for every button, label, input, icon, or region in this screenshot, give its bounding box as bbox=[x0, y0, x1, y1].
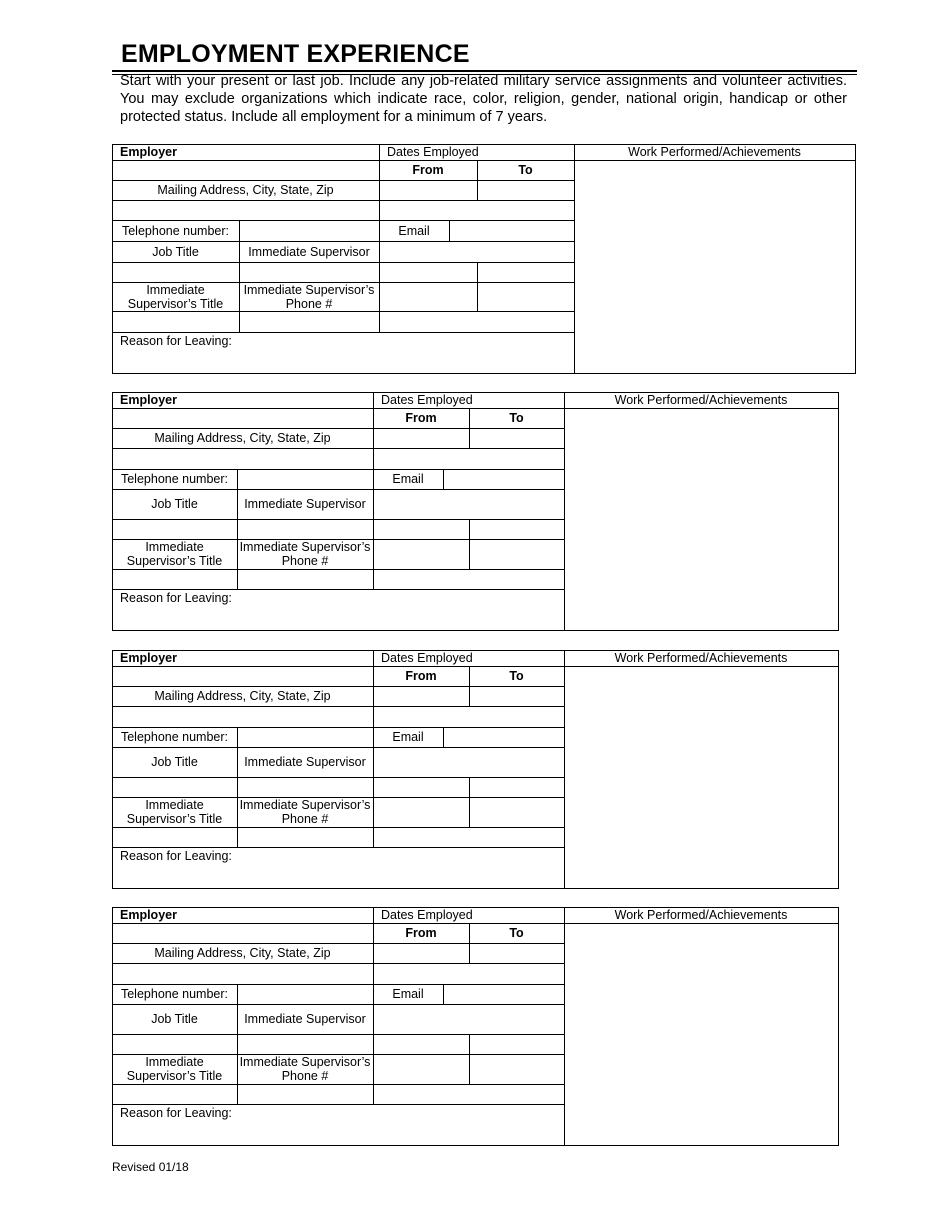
extra-from-input[interactable] bbox=[379, 282, 477, 311]
mailing-address-input[interactable] bbox=[112, 706, 564, 727]
reason-for-leaving-field[interactable]: Reason for Leaving: bbox=[120, 1106, 232, 1120]
from-label: From bbox=[412, 163, 444, 177]
email-label: Email bbox=[392, 472, 424, 486]
to-date-input[interactable] bbox=[469, 428, 564, 448]
employer-label: Employer bbox=[120, 145, 177, 159]
form-line-h bbox=[112, 630, 839, 631]
supervisor-phone-input[interactable] bbox=[237, 827, 373, 847]
to-date-input[interactable] bbox=[469, 943, 564, 963]
to-date-input[interactable] bbox=[469, 686, 564, 706]
telephone-input[interactable] bbox=[239, 220, 379, 241]
extra-to-input[interactable] bbox=[469, 797, 564, 827]
supervisor-phone-input[interactable] bbox=[237, 1084, 373, 1104]
immediate-supervisor-label: Immediate Supervisor bbox=[244, 497, 366, 511]
supervisor-phone-input[interactable] bbox=[239, 311, 379, 332]
work-performed-label: Work Performed/Achievements bbox=[628, 145, 801, 159]
from-date-input[interactable] bbox=[373, 686, 469, 706]
email-input[interactable] bbox=[449, 220, 574, 241]
extra-from-input[interactable] bbox=[373, 797, 469, 827]
dates-employed-label: Dates Employed bbox=[381, 651, 473, 665]
extra-input-2[interactable] bbox=[379, 311, 574, 332]
work-performed-input[interactable] bbox=[564, 666, 838, 888]
supervisor-title-input[interactable] bbox=[112, 569, 237, 589]
form-line-h bbox=[112, 373, 856, 374]
mailing-address-label: Mailing Address, City, State, Zip bbox=[154, 431, 331, 445]
from-date-input[interactable] bbox=[373, 428, 469, 448]
supervisor-phone-label: Immediate Supervisor’s Phone # bbox=[243, 282, 375, 311]
to-date-input[interactable] bbox=[477, 180, 574, 200]
employer-label: Employer bbox=[120, 908, 177, 922]
work-performed-input[interactable] bbox=[574, 160, 855, 373]
supervisor-title-label: Immediate Supervisor’s Title bbox=[127, 282, 224, 311]
supervisor-title-label: Immediate Supervisor’s Title bbox=[126, 1055, 223, 1083]
from-label: From bbox=[405, 669, 437, 683]
dates-employed-label: Dates Employed bbox=[381, 393, 473, 407]
form-line-h bbox=[112, 888, 839, 889]
form-line-v bbox=[838, 650, 839, 889]
mailing-address-input[interactable] bbox=[112, 963, 564, 984]
extra-input[interactable] bbox=[373, 1004, 564, 1034]
work-performed-input[interactable] bbox=[564, 923, 838, 1145]
immediate-supervisor-input[interactable] bbox=[237, 1034, 373, 1054]
instructions-paragraph: Start with your present or last job. Include any job-related military service assignments and volunteer activities. You may exclude organizations which indicate race, color, religion, gender, national origin, handicap or other protected status. Include all employment for a minimum of 7 years. bbox=[120, 73, 847, 125]
telephone-input[interactable] bbox=[237, 469, 373, 489]
email-label: Email bbox=[392, 987, 424, 1001]
extra-to-input[interactable] bbox=[469, 1054, 564, 1084]
employer-name-input[interactable] bbox=[112, 408, 373, 428]
immediate-supervisor-input[interactable] bbox=[239, 262, 379, 282]
employer-name-input[interactable] bbox=[112, 160, 379, 180]
from-label: From bbox=[405, 926, 437, 940]
immediate-supervisor-input[interactable] bbox=[237, 519, 373, 539]
supervisor-title-label: Immediate Supervisor’s Title bbox=[126, 798, 223, 826]
job-title-input[interactable] bbox=[112, 777, 237, 797]
email-label: Email bbox=[392, 730, 424, 744]
to-label: To bbox=[509, 669, 524, 683]
mailing-address-input[interactable] bbox=[112, 448, 564, 469]
job-title-label: Job Title bbox=[151, 497, 198, 511]
supervisor-title-label: Immediate Supervisor’s Title bbox=[126, 540, 223, 568]
work-performed-input[interactable] bbox=[564, 408, 838, 630]
work-performed-label: Work Performed/Achievements bbox=[614, 393, 788, 407]
telephone-label: Telephone number: bbox=[121, 223, 230, 238]
job-title-input[interactable] bbox=[112, 519, 237, 539]
mailing-address-label: Mailing Address, City, State, Zip bbox=[157, 183, 334, 197]
extra-to-input[interactable] bbox=[469, 539, 564, 569]
form-line-v bbox=[855, 144, 856, 374]
supervisor-phone-label: Immediate Supervisor’s Phone # bbox=[239, 798, 371, 826]
email-label: Email bbox=[398, 223, 430, 238]
immediate-supervisor-label: Immediate Supervisor bbox=[244, 1012, 366, 1026]
job-title-input[interactable] bbox=[112, 1034, 237, 1054]
job-title-label: Job Title bbox=[151, 1012, 198, 1026]
supervisor-phone-label: Immediate Supervisor’s Phone # bbox=[239, 1055, 371, 1083]
supervisor-title-input[interactable] bbox=[112, 827, 237, 847]
extra-from-input[interactable] bbox=[373, 539, 469, 569]
reason-for-leaving-field[interactable]: Reason for Leaving: bbox=[120, 591, 232, 605]
work-performed-label: Work Performed/Achievements bbox=[614, 651, 788, 665]
form-line-v bbox=[838, 392, 839, 631]
supervisor-phone-label: Immediate Supervisor’s Phone # bbox=[239, 540, 371, 568]
employer-name-input[interactable] bbox=[112, 923, 373, 943]
to-label: To bbox=[509, 926, 524, 940]
page-title: EMPLOYMENT EXPERIENCE bbox=[121, 40, 470, 68]
work-performed-label: Work Performed/Achievements bbox=[614, 908, 788, 922]
immediate-supervisor-label: Immediate Supervisor bbox=[244, 755, 366, 769]
telephone-label: Telephone number: bbox=[120, 472, 229, 486]
email-input[interactable] bbox=[443, 727, 564, 747]
extra-input-2[interactable] bbox=[373, 1084, 564, 1104]
to-label: To bbox=[518, 163, 533, 177]
job-title-label: Job Title bbox=[152, 244, 199, 259]
reason-for-leaving-field[interactable]: Reason for Leaving: bbox=[120, 849, 232, 863]
mailing-address-input[interactable] bbox=[112, 200, 574, 220]
extra-input[interactable] bbox=[373, 747, 564, 777]
from-date-input[interactable] bbox=[379, 180, 477, 200]
extra-input[interactable] bbox=[373, 489, 564, 519]
extra-input[interactable] bbox=[379, 241, 574, 262]
telephone-label: Telephone number: bbox=[120, 987, 229, 1001]
extra-to-input[interactable] bbox=[477, 282, 574, 311]
telephone-input[interactable] bbox=[237, 984, 373, 1004]
reason-for-leaving-field[interactable]: Reason for Leaving: bbox=[120, 334, 232, 348]
telephone-label: Telephone number: bbox=[120, 730, 229, 744]
email-input[interactable] bbox=[443, 469, 564, 489]
mailing-address-label: Mailing Address, City, State, Zip bbox=[154, 946, 331, 960]
employer-label: Employer bbox=[120, 651, 177, 665]
extra-from-input[interactable] bbox=[373, 1054, 469, 1084]
immediate-supervisor-label: Immediate Supervisor bbox=[248, 244, 370, 259]
from-label: From bbox=[405, 411, 437, 425]
job-title-input[interactable] bbox=[112, 262, 239, 282]
dates-employed-label: Dates Employed bbox=[387, 145, 479, 159]
dates-employed-label: Dates Employed bbox=[381, 908, 473, 922]
extra-input-2[interactable] bbox=[373, 569, 564, 589]
telephone-input[interactable] bbox=[237, 727, 373, 747]
supervisor-title-input[interactable] bbox=[112, 1084, 237, 1104]
job-title-label: Job Title bbox=[151, 755, 198, 769]
email-input[interactable] bbox=[443, 984, 564, 1004]
mailing-address-label: Mailing Address, City, State, Zip bbox=[154, 689, 331, 703]
immediate-supervisor-input[interactable] bbox=[237, 777, 373, 797]
revision-note: Revised 01/18 bbox=[112, 1160, 189, 1174]
supervisor-phone-input[interactable] bbox=[237, 569, 373, 589]
form-line-v bbox=[838, 907, 839, 1146]
employer-label: Employer bbox=[120, 393, 177, 407]
supervisor-title-input[interactable] bbox=[112, 311, 239, 332]
from-date-input[interactable] bbox=[373, 943, 469, 963]
form-line-h bbox=[112, 1145, 839, 1146]
to-label: To bbox=[509, 411, 524, 425]
employer-name-input[interactable] bbox=[112, 666, 373, 686]
extra-input-2[interactable] bbox=[373, 827, 564, 847]
